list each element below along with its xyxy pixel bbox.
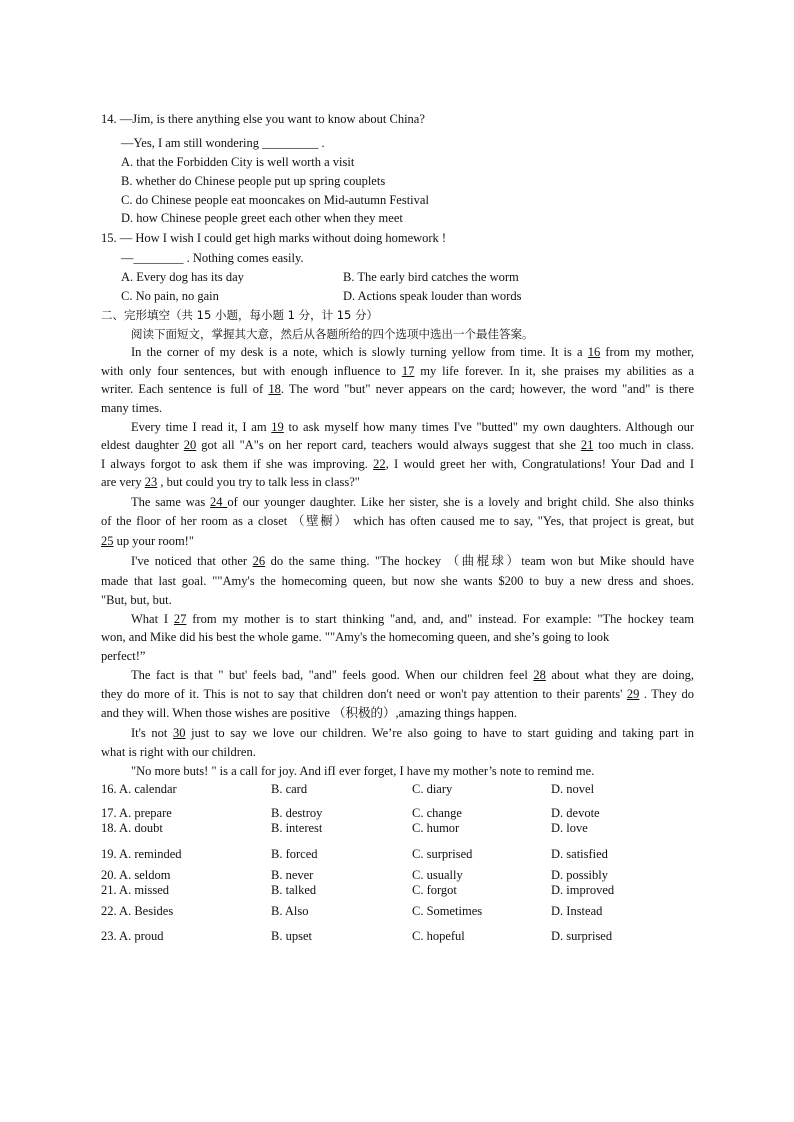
question-14-reply: —Yes, I am still wondering _________ . xyxy=(121,136,325,150)
choice-c: C. usually xyxy=(412,868,463,882)
passage-line: won, and Mike did his best the whole game. ""Amy's the homecoming queen, and she’s going to look xyxy=(101,630,610,644)
choice-d: D. improved xyxy=(551,883,615,897)
choice-c: C. humor xyxy=(412,821,460,835)
question-15-option-b: B. The early bird catches the worm xyxy=(343,270,519,284)
passage-line: 25 up your room!" xyxy=(101,534,194,548)
passage-line: What I 27 from my mother is to start thinking "and, and, and" instead. For example: "The hockey team xyxy=(131,612,694,626)
passage-line: Every time I read it, I am 19 to ask myself how many times I've "butted" my own daughters. Although our xyxy=(131,420,694,434)
blank-29: 29 xyxy=(626,687,640,701)
question-14-stem: 14. —Jim, is there anything else you want to know about China? xyxy=(101,112,425,126)
passage-line: In the corner of my desk is a note, which is slowly turning yellow from time. It is a 16 from my mother, xyxy=(131,345,694,359)
choice-d: D. Instead xyxy=(551,904,603,918)
section-instruction: 阅读下面短文，掌握其大意，然后从各题所给的四个选项中选出一个最佳答案。 xyxy=(131,327,534,341)
passage-line: are very 23 , but could you try to talk less in class?" xyxy=(101,475,360,489)
blank-23: 23 xyxy=(144,475,158,489)
choice-a: 19. A. reminded xyxy=(101,847,182,861)
passage-line: perfect!” xyxy=(101,649,146,663)
question-14-option-d: D. how Chinese people greet each other when they meet xyxy=(121,211,403,225)
blank-20: 20 xyxy=(183,438,197,452)
question-15-option-c: C. No pain, no gain xyxy=(121,289,219,303)
passage-line: The same was 24 of our younger daughter. Like her sister, she is a lovely and bright child. She also thinks xyxy=(131,495,695,509)
blank-17: 17 xyxy=(401,364,415,378)
passage-line: with only four sentences, but with enough influence to 17 my life forever. In it, she praises my abilities as a xyxy=(101,364,695,378)
choice-a: 17. A. prepare xyxy=(101,806,172,820)
blank-25: 25 xyxy=(101,534,114,548)
choice-c: C. change xyxy=(412,806,462,820)
choice-a: 20. A. seldom xyxy=(101,868,171,882)
blank-19: 19 xyxy=(271,420,284,434)
choice-b: B. card xyxy=(271,782,308,796)
choice-c: C. Sometimes xyxy=(412,904,483,918)
choice-d: D. novel xyxy=(551,782,595,796)
choice-d: D. satisfied xyxy=(551,847,608,861)
question-14-option-c: C. do Chinese people eat mooncakes on Mid-autumn Festival xyxy=(121,193,429,207)
choice-c: C. surprised xyxy=(412,847,473,861)
choice-b: B. talked xyxy=(271,883,317,897)
blank-30: 30 xyxy=(173,726,186,740)
choice-a: 23. A. proud xyxy=(101,929,164,943)
choice-d: D. surprised xyxy=(551,929,613,943)
choice-a: 18. A. doubt xyxy=(101,821,163,835)
choice-b: B. never xyxy=(271,868,314,882)
choice-b: B. interest xyxy=(271,821,323,835)
choice-c: C. hopeful xyxy=(412,929,465,943)
question-14-option-a: A. that the Forbidden City is well worth a visit xyxy=(121,155,355,169)
choice-d: D. love xyxy=(551,821,588,835)
choice-b: B. forced xyxy=(271,847,318,861)
choice-b: B. upset xyxy=(271,929,312,943)
passage-line: and they will. When those wishes are positive （积极的）,amazing things happen. xyxy=(101,706,518,720)
passage-line: made that last goal. ""Amy's the homecoming queen, but now she wants $200 to buy a new dress and shoes. xyxy=(101,574,694,588)
passage-line: many times. xyxy=(101,401,163,415)
choice-b: B. destroy xyxy=(271,806,323,820)
question-15-option-d: D. Actions speak louder than words xyxy=(343,289,522,303)
passage-line: It's not 30 just to say we love our children. We’re also going to have to start guiding and taking part in xyxy=(131,726,694,740)
section-heading: 二、完形填空（共 15 小题，每小题 1 分，计 15 分） xyxy=(101,308,379,322)
passage-line: "But, but, but. xyxy=(101,593,172,607)
blank-16: 16 xyxy=(587,345,601,359)
blank-24: 24 xyxy=(210,495,228,509)
passage-line: what is right with our children. xyxy=(101,745,256,759)
passage-line: I always forgot to ask them if she was improving. 22, I would greet her with, Congratulations! Your Dad and I xyxy=(101,457,694,471)
passage-line: eldest daughter 20 got all "A"s on her report card, teachers would always suggest that she 21 too much in class. xyxy=(101,438,694,452)
choice-a: 16. A. calendar xyxy=(101,782,177,796)
passage-line: I've noticed that other 26 do the same thing. "The hockey （曲棍球）team won but Mike should have xyxy=(131,554,694,568)
question-15-option-a: A. Every dog has its day xyxy=(121,270,244,284)
blank-27: 27 xyxy=(173,612,187,626)
blank-26: 26 xyxy=(252,554,266,568)
choice-c: C. forgot xyxy=(412,883,457,897)
passage-line: of the floor of her room as a closet （壁橱） which has often caused me to say, "Yes, that project is great, but xyxy=(101,514,694,528)
choice-c: C. diary xyxy=(412,782,453,796)
question-14-option-b: B. whether do Chinese people put up spring couplets xyxy=(121,174,386,188)
choice-a: 21. A. missed xyxy=(101,883,170,897)
blank-22: 22 xyxy=(373,457,386,471)
choice-a: 22. A. Besides xyxy=(101,904,174,918)
passage-line: "No more buts! " is a call for joy. And ifI ever forget, I have my mother’s note to remind me. xyxy=(131,764,595,778)
passage-line: writer. Each sentence is full of 18. The word "but" never appears on the card; however, the word "and" is there xyxy=(101,382,695,396)
blank-28: 28 xyxy=(533,668,546,682)
question-15-stem: 15. — How I wish I could get high marks without doing homework ! xyxy=(101,231,447,245)
choice-b: B. Also xyxy=(271,904,309,918)
choice-d: D. devote xyxy=(551,806,600,820)
choice-d: D. possibly xyxy=(551,868,608,882)
passage-line: they do more of it. This is not to say that children don't need or won't pay attention to their parents' 29 . They do xyxy=(101,687,694,701)
passage-line: The fact is that " but' feels bad, "and" feels good. When our children feel 28 about what they are doing, xyxy=(131,668,694,682)
blank-18: 18 xyxy=(268,382,281,396)
question-15-reply: —________ . Nothing comes easily. xyxy=(121,251,304,265)
blank-21: 21 xyxy=(580,438,594,452)
